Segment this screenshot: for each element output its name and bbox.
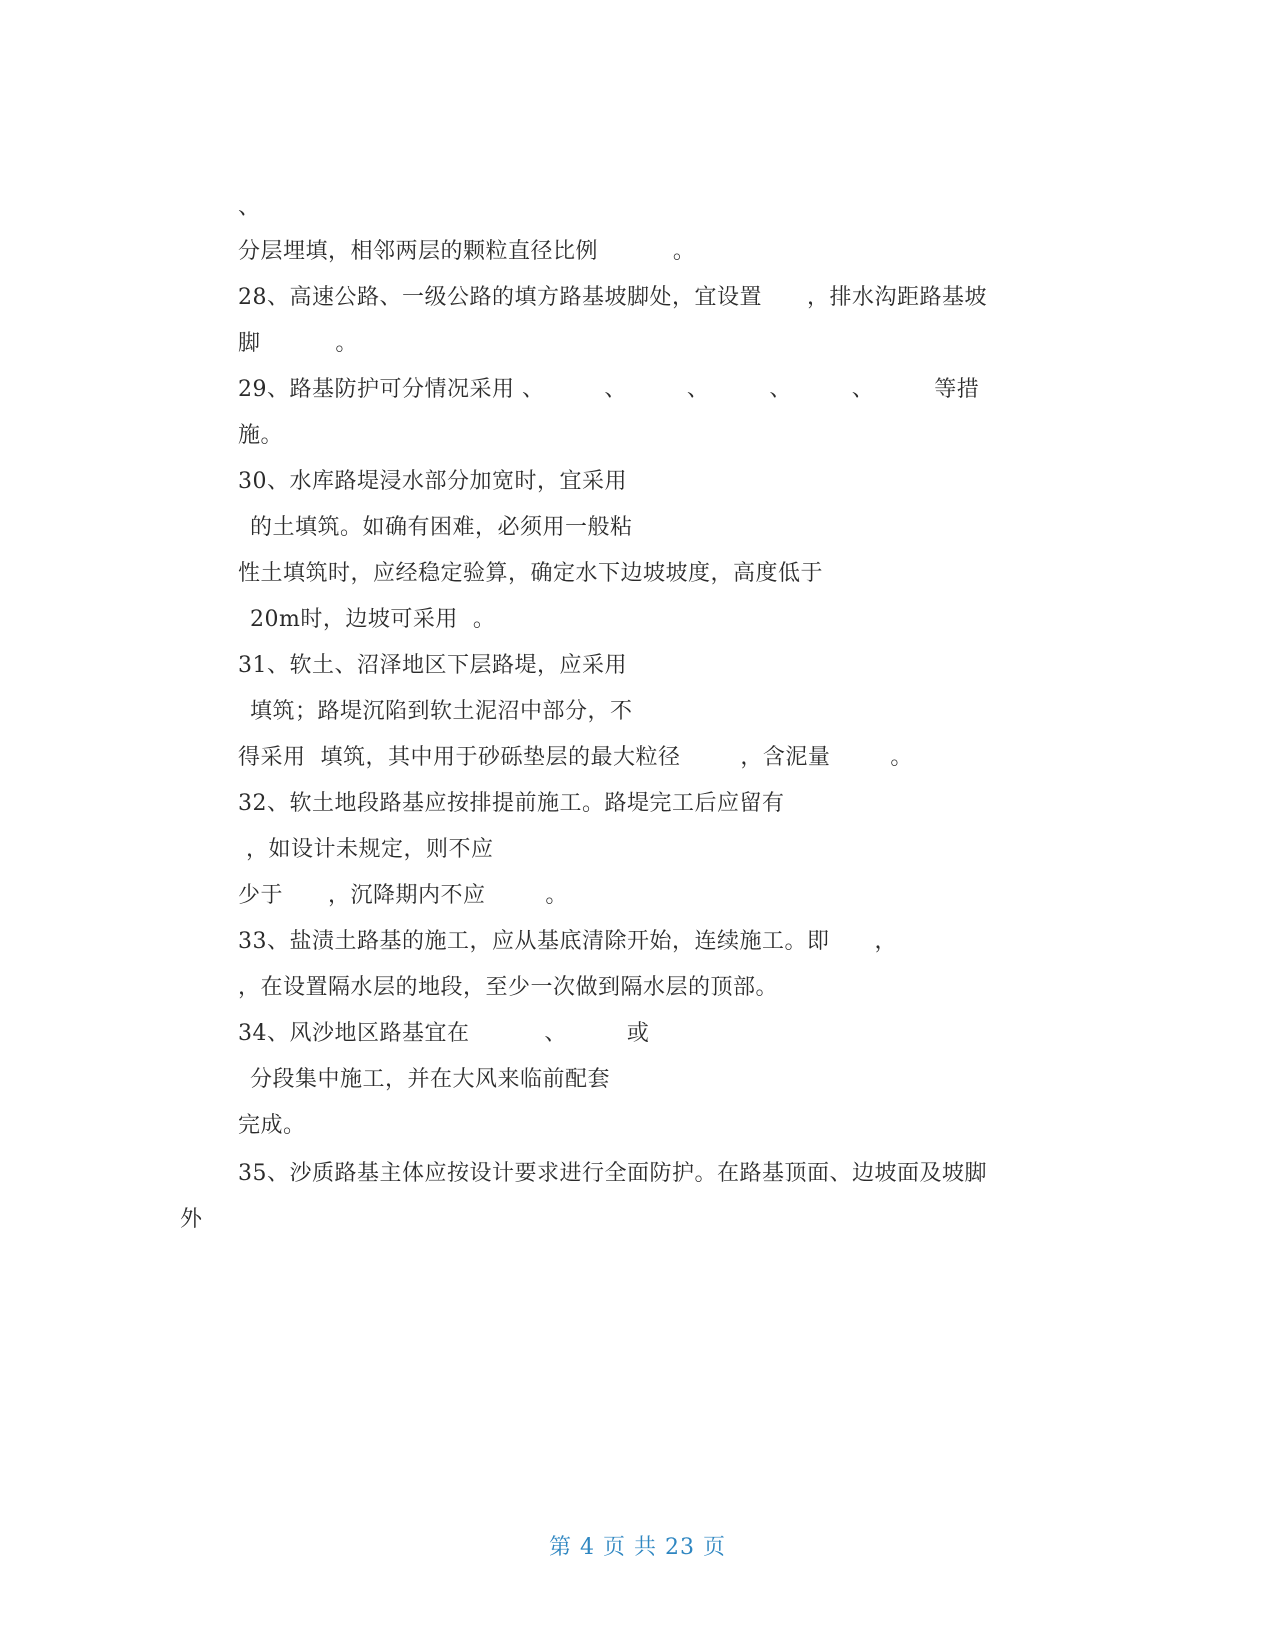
text-line: 性土填筑时，应经稳定验算，确定水下边坡坡度，高度低于 (238, 561, 824, 586)
text-line: 得采用 填筑，其中用于砂砾垫层的最大粒径 ，含泥量 。 (238, 745, 913, 770)
question-29-line: 29、路基防护可分情况采用 、 、 、 、 、 等措 (238, 377, 980, 402)
text-line: 分段集中施工，并在大风来临前配套 (250, 1067, 611, 1092)
text-line: 填筑；路堤沉陷到软土泥沼中部分，不 (250, 699, 633, 724)
page-number-footer: 第 4 页 共 23 页 (549, 1535, 726, 1560)
text-line: 分层埋填，相邻两层的颗粒直径比例 。 (238, 239, 696, 264)
question-32-line: 32、软土地段路基应按排提前施工。路堤完工后应留有 (238, 791, 785, 816)
text-line: ，在设置隔水层的地段，至少一次做到隔水层的顶部。 (238, 975, 779, 1000)
question-34-line: 34、风沙地区路基宜在 、 或 (238, 1021, 650, 1046)
text-line: 20m时，边坡可采用 。 (250, 607, 496, 632)
text-line: 外 (180, 1207, 203, 1232)
text-line: 少于 ，沉降期内不应 。 (238, 883, 568, 908)
text-line: 完成。 (238, 1113, 306, 1138)
question-28-line: 28、高速公路、一级公路的填方路基坡脚处，宜设置 ，排水沟距路基坡 (238, 285, 987, 310)
text-line: 施。 (238, 423, 284, 448)
text-line: ，如设计未规定，则不应 (246, 837, 494, 862)
text-line: 的土填筑。如确有困难，必须用一般粘 (250, 515, 633, 540)
text-line: 脚 。 (238, 331, 358, 356)
question-31-line: 31、软土、沼泽地区下层路堤，应采用 (238, 653, 627, 678)
question-35-line: 35、沙质路基主体应按设计要求进行全面防护。在路基顶面、边坡面及坡脚 (238, 1161, 987, 1186)
question-30-line: 30、水库路堤浸水部分加宽时，宜采用 (238, 469, 627, 494)
question-33-line: 33、盐渍土路基的施工，应从基底清除开始，连续施工。即 ， (238, 929, 897, 954)
text-line: 、 (238, 195, 261, 220)
